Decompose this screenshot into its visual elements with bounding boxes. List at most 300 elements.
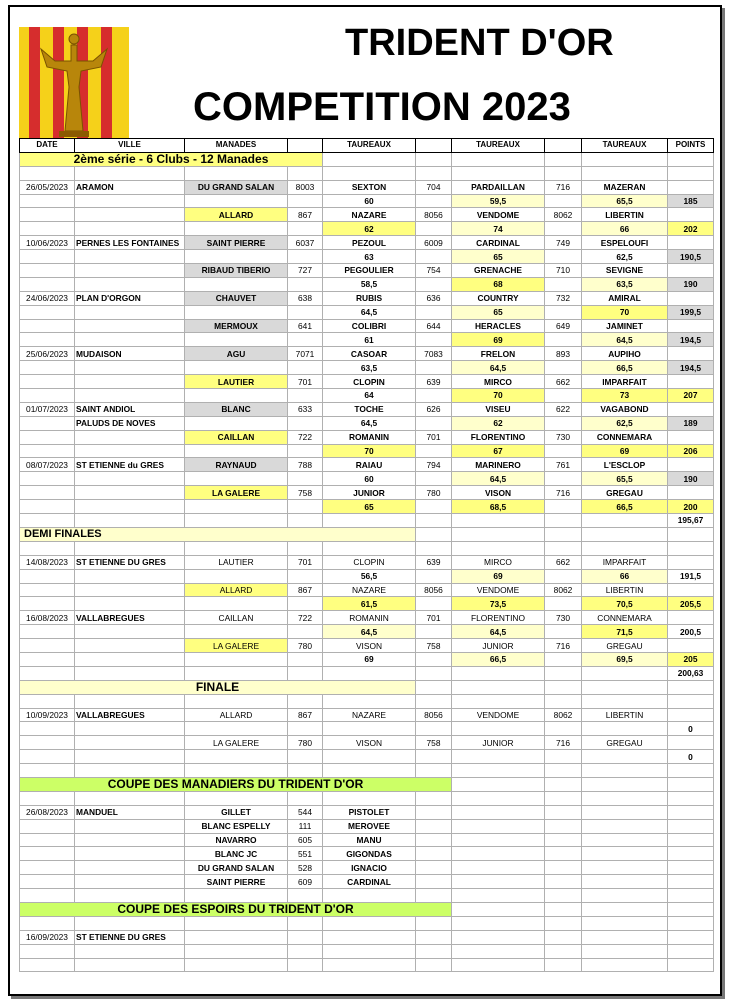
table-cell bbox=[75, 750, 185, 764]
table-cell bbox=[545, 652, 582, 666]
table-cell bbox=[323, 514, 416, 528]
table-cell bbox=[75, 666, 185, 680]
bull-number: 639 bbox=[416, 555, 452, 569]
table-cell bbox=[75, 861, 185, 875]
demi-average: 200,63 bbox=[668, 666, 714, 680]
match-date: 26/05/2023 bbox=[20, 180, 75, 194]
empty-cell bbox=[452, 889, 545, 903]
table-cell bbox=[20, 222, 75, 236]
empty-cell bbox=[452, 152, 545, 166]
bull-name: JUNIOR bbox=[452, 639, 545, 653]
points: 194,5 bbox=[668, 333, 714, 347]
bull-name: VISON bbox=[452, 486, 545, 500]
bull-number: 8056 bbox=[416, 708, 452, 722]
table-cell bbox=[582, 750, 668, 764]
bull-number: 111 bbox=[288, 819, 323, 833]
table-row bbox=[20, 819, 714, 833]
empty-cell bbox=[416, 764, 452, 778]
bull-name: NAZARE bbox=[323, 208, 416, 222]
bull-number: 551 bbox=[288, 847, 323, 861]
match-date: 16/09/2023 bbox=[20, 930, 75, 944]
table-row bbox=[20, 416, 714, 430]
table-cell bbox=[185, 500, 288, 514]
table-row bbox=[20, 514, 714, 528]
empty-cell bbox=[185, 166, 288, 180]
manade-name: ALLARD bbox=[185, 708, 288, 722]
bull-number: 867 bbox=[288, 208, 323, 222]
bull-number: 662 bbox=[545, 555, 582, 569]
table-row bbox=[20, 222, 714, 236]
section-finale: FINALE bbox=[20, 680, 416, 694]
table-cell bbox=[668, 639, 714, 653]
bull-number: 758 bbox=[416, 736, 452, 750]
table-cell bbox=[75, 472, 185, 486]
empty-cell bbox=[668, 889, 714, 903]
score: 64,5 bbox=[582, 333, 668, 347]
bull-number: 730 bbox=[545, 611, 582, 625]
table-row bbox=[20, 458, 714, 472]
table-row bbox=[20, 500, 714, 514]
points: 0 bbox=[668, 722, 714, 736]
bull-number: 8062 bbox=[545, 708, 582, 722]
manade-name: SAINT PIERRE bbox=[185, 236, 288, 250]
bull-name: LIBERTIN bbox=[582, 708, 668, 722]
table-cell bbox=[75, 639, 185, 653]
match-date: 16/08/2023 bbox=[20, 611, 75, 625]
score: 73 bbox=[582, 389, 668, 403]
table-row bbox=[20, 347, 714, 361]
match-ville: ST ETIENNE du GRES bbox=[75, 458, 185, 472]
bull-name: VENDOME bbox=[452, 208, 545, 222]
table-row bbox=[20, 236, 714, 250]
table-row bbox=[20, 333, 714, 347]
empty-cell bbox=[582, 847, 668, 861]
bull-name: CASOAR bbox=[323, 347, 416, 361]
manade-name: LAUTIER bbox=[185, 375, 288, 389]
score: 60 bbox=[323, 472, 416, 486]
table-cell bbox=[545, 722, 582, 736]
empty-cell bbox=[416, 527, 452, 541]
score: 62 bbox=[323, 222, 416, 236]
table-cell bbox=[75, 833, 185, 847]
table-row bbox=[20, 555, 714, 569]
title-competition: COMPETITION 2023 bbox=[193, 85, 571, 129]
manade-name: MERMOUX bbox=[185, 319, 288, 333]
bull-number: 867 bbox=[288, 708, 323, 722]
empty-cell bbox=[545, 527, 582, 541]
header-points: POINTS bbox=[668, 139, 714, 153]
table-cell bbox=[416, 194, 452, 208]
empty-cell bbox=[452, 777, 545, 791]
score: 60 bbox=[323, 194, 416, 208]
empty-cell bbox=[20, 889, 75, 903]
empty-cell bbox=[185, 791, 288, 805]
table-cell bbox=[452, 722, 545, 736]
table-cell bbox=[75, 375, 185, 389]
table-cell bbox=[20, 361, 75, 375]
bull-number: 633 bbox=[288, 402, 323, 416]
points: 199,5 bbox=[668, 305, 714, 319]
bull-name: MIRCO bbox=[452, 375, 545, 389]
score: 68,5 bbox=[452, 500, 545, 514]
empty-cell bbox=[582, 166, 668, 180]
match-ville: ST ETIENNE DU GRES bbox=[75, 555, 185, 569]
empty-cell bbox=[75, 958, 185, 972]
score: 66,5 bbox=[582, 500, 668, 514]
empty-cell bbox=[323, 152, 416, 166]
bull-name: ESPELOUFI bbox=[582, 236, 668, 250]
bull-name: CARDINAL bbox=[323, 875, 416, 889]
table-cell bbox=[668, 180, 714, 194]
bull-number: 6037 bbox=[288, 236, 323, 250]
score: 62,5 bbox=[582, 416, 668, 430]
table-cell bbox=[20, 500, 75, 514]
table-cell bbox=[20, 250, 75, 264]
empty-cell bbox=[416, 541, 452, 555]
table-cell bbox=[668, 583, 714, 597]
table-cell bbox=[545, 333, 582, 347]
empty-cell bbox=[288, 541, 323, 555]
table-cell bbox=[185, 222, 288, 236]
empty-cell bbox=[416, 680, 452, 694]
match-date: 08/07/2023 bbox=[20, 458, 75, 472]
table-cell bbox=[545, 250, 582, 264]
score: 64,5 bbox=[323, 625, 416, 639]
table-cell bbox=[75, 819, 185, 833]
bull-name: MIRCO bbox=[452, 555, 545, 569]
manade-name: CAILLAN bbox=[185, 611, 288, 625]
table-row bbox=[20, 486, 714, 500]
manade-name: ALLARD bbox=[185, 583, 288, 597]
empty-cell bbox=[416, 930, 452, 944]
table-row bbox=[20, 472, 714, 486]
points: 191,5 bbox=[668, 569, 714, 583]
empty-cell bbox=[668, 791, 714, 805]
manade-name: CAILLAN bbox=[185, 430, 288, 444]
match-ville: MANDUEL bbox=[75, 805, 185, 819]
score: 65,5 bbox=[582, 194, 668, 208]
table-row bbox=[20, 166, 714, 180]
match-ville: PLAN D'ORGON bbox=[75, 291, 185, 305]
score: 64,5 bbox=[323, 416, 416, 430]
table-cell bbox=[20, 514, 75, 528]
manade-name: CHAUVET bbox=[185, 291, 288, 305]
empty-cell bbox=[20, 916, 75, 930]
match-ville: VALLABREGUES bbox=[75, 611, 185, 625]
table-cell bbox=[545, 569, 582, 583]
table-cell bbox=[416, 305, 452, 319]
empty-cell bbox=[668, 847, 714, 861]
table-cell bbox=[545, 361, 582, 375]
table-cell bbox=[668, 430, 714, 444]
points: 190 bbox=[668, 277, 714, 291]
table-cell bbox=[288, 416, 323, 430]
bull-number: 704 bbox=[416, 180, 452, 194]
empty-cell bbox=[452, 527, 545, 541]
manade-name: GILLET bbox=[185, 805, 288, 819]
bull-number: 730 bbox=[545, 430, 582, 444]
bull-name: FRELON bbox=[452, 347, 545, 361]
table-cell bbox=[20, 819, 75, 833]
empty-cell bbox=[75, 916, 185, 930]
table-cell bbox=[75, 514, 185, 528]
empty-cell bbox=[545, 764, 582, 778]
table-cell bbox=[288, 361, 323, 375]
empty-cell bbox=[668, 902, 714, 916]
empty-cell bbox=[545, 777, 582, 791]
empty-cell bbox=[582, 764, 668, 778]
score: 59,5 bbox=[452, 194, 545, 208]
empty-cell bbox=[452, 819, 545, 833]
table-row bbox=[20, 389, 714, 403]
empty-cell bbox=[288, 958, 323, 972]
table-cell bbox=[75, 569, 185, 583]
bull-number: 8062 bbox=[545, 583, 582, 597]
match-ville: MUDAISON bbox=[75, 347, 185, 361]
bull-name: PARDAILLAN bbox=[452, 180, 545, 194]
bull-name: GRENACHE bbox=[452, 264, 545, 278]
table-row bbox=[20, 361, 714, 375]
empty-cell bbox=[20, 958, 75, 972]
bull-number: 780 bbox=[288, 736, 323, 750]
empty-cell bbox=[452, 861, 545, 875]
bull-name: CONNEMARA bbox=[582, 611, 668, 625]
empty-cell bbox=[545, 861, 582, 875]
bull-name: ROMANIN bbox=[323, 430, 416, 444]
score: 65 bbox=[452, 250, 545, 264]
table-cell bbox=[416, 569, 452, 583]
table-cell bbox=[185, 416, 288, 430]
points: 205,5 bbox=[668, 597, 714, 611]
table-cell bbox=[20, 569, 75, 583]
bull-name: MEROVEE bbox=[323, 819, 416, 833]
table-cell bbox=[20, 389, 75, 403]
table-cell bbox=[668, 611, 714, 625]
bull-number: 716 bbox=[545, 736, 582, 750]
empty-cell bbox=[668, 694, 714, 708]
empty-cell bbox=[452, 166, 545, 180]
score: 65 bbox=[452, 305, 545, 319]
empty-cell bbox=[545, 833, 582, 847]
empty-cell bbox=[288, 166, 323, 180]
score: 70,5 bbox=[582, 597, 668, 611]
table-row bbox=[20, 666, 714, 680]
table-cell bbox=[545, 472, 582, 486]
table-cell bbox=[20, 333, 75, 347]
score: 69 bbox=[452, 333, 545, 347]
table-cell bbox=[288, 305, 323, 319]
table-cell bbox=[582, 666, 668, 680]
table-cell bbox=[416, 389, 452, 403]
score: 65,5 bbox=[582, 472, 668, 486]
bull-name: CARDINAL bbox=[452, 236, 545, 250]
score: 64 bbox=[323, 389, 416, 403]
bull-name: AMIRAL bbox=[582, 291, 668, 305]
score: 62,5 bbox=[582, 250, 668, 264]
table-cell bbox=[20, 430, 75, 444]
table-cell bbox=[185, 361, 288, 375]
bull-name: VENDOME bbox=[452, 583, 545, 597]
table-cell bbox=[75, 722, 185, 736]
table-cell bbox=[545, 194, 582, 208]
empty-cell bbox=[545, 541, 582, 555]
bull-number: 644 bbox=[416, 319, 452, 333]
empty-cell bbox=[452, 791, 545, 805]
header-taureaux: TAUREAUX bbox=[452, 139, 545, 153]
table-cell bbox=[20, 375, 75, 389]
empty-cell bbox=[416, 875, 452, 889]
manade-name: BLANC JC bbox=[185, 847, 288, 861]
empty-cell bbox=[668, 680, 714, 694]
empty-cell bbox=[545, 694, 582, 708]
score: 66,5 bbox=[452, 652, 545, 666]
points: 189 bbox=[668, 416, 714, 430]
empty-cell bbox=[416, 166, 452, 180]
table-row bbox=[20, 597, 714, 611]
score: 63,5 bbox=[323, 361, 416, 375]
score: 56,5 bbox=[323, 569, 416, 583]
manade-name: BLANC bbox=[185, 402, 288, 416]
empty-cell bbox=[416, 791, 452, 805]
bull-name: PEZOUL bbox=[323, 236, 416, 250]
table-row bbox=[20, 736, 714, 750]
empty-cell bbox=[668, 833, 714, 847]
empty-cell bbox=[75, 791, 185, 805]
match-date: 14/08/2023 bbox=[20, 555, 75, 569]
match-ville: VALLABREGUES bbox=[75, 708, 185, 722]
manade-name: AGU bbox=[185, 347, 288, 361]
empty-cell bbox=[323, 889, 416, 903]
empty-cell bbox=[75, 166, 185, 180]
header-manades: MANADES bbox=[185, 139, 288, 153]
points: 207 bbox=[668, 389, 714, 403]
table-cell bbox=[288, 750, 323, 764]
empty-cell bbox=[20, 944, 75, 958]
header-taureaux: TAUREAUX bbox=[323, 139, 416, 153]
table-cell bbox=[288, 625, 323, 639]
table-cell bbox=[75, 625, 185, 639]
points: 202 bbox=[668, 222, 714, 236]
table-cell bbox=[288, 222, 323, 236]
table-cell bbox=[545, 305, 582, 319]
table-cell bbox=[20, 652, 75, 666]
table-cell bbox=[288, 569, 323, 583]
bull-number: 7071 bbox=[288, 347, 323, 361]
empty-cell bbox=[668, 527, 714, 541]
table-row bbox=[20, 208, 714, 222]
bull-number: 727 bbox=[288, 264, 323, 278]
score: 66,5 bbox=[582, 361, 668, 375]
table-cell bbox=[185, 333, 288, 347]
bull-number: 754 bbox=[416, 264, 452, 278]
table-cell bbox=[288, 194, 323, 208]
bull-number: 622 bbox=[545, 402, 582, 416]
bull-number: 758 bbox=[288, 486, 323, 500]
empty-cell bbox=[452, 902, 545, 916]
empty-cell bbox=[582, 944, 668, 958]
table-row bbox=[20, 861, 714, 875]
points: 0 bbox=[668, 750, 714, 764]
empty-cell bbox=[582, 861, 668, 875]
empty-cell bbox=[545, 805, 582, 819]
table-cell bbox=[20, 750, 75, 764]
manade-name: RAYNAUD bbox=[185, 458, 288, 472]
table-row bbox=[20, 569, 714, 583]
bull-name: PEGOULIER bbox=[323, 264, 416, 278]
table-cell bbox=[20, 208, 75, 222]
table-cell bbox=[20, 666, 75, 680]
table-row bbox=[20, 277, 714, 291]
bull-number: 716 bbox=[545, 180, 582, 194]
table-cell bbox=[288, 722, 323, 736]
bull-name: LIBERTIN bbox=[582, 208, 668, 222]
table-cell bbox=[20, 625, 75, 639]
bull-number: 722 bbox=[288, 430, 323, 444]
table-cell bbox=[416, 652, 452, 666]
table-cell bbox=[288, 597, 323, 611]
table-cell bbox=[416, 666, 452, 680]
table-row bbox=[20, 916, 714, 930]
table-cell bbox=[185, 750, 288, 764]
table-row bbox=[20, 847, 714, 861]
bull-number: 732 bbox=[545, 291, 582, 305]
empty-cell bbox=[288, 930, 323, 944]
empty-cell bbox=[668, 861, 714, 875]
empty-cell bbox=[452, 875, 545, 889]
score: 69 bbox=[452, 569, 545, 583]
table-cell bbox=[75, 361, 185, 375]
bull-name: IMPARFAIT bbox=[582, 555, 668, 569]
empty-cell bbox=[545, 819, 582, 833]
table-cell bbox=[75, 444, 185, 458]
table-row bbox=[20, 291, 714, 305]
score: 74 bbox=[452, 222, 545, 236]
points: 185 bbox=[668, 194, 714, 208]
table-row bbox=[20, 958, 714, 972]
empty-cell bbox=[416, 805, 452, 819]
table-cell bbox=[20, 277, 75, 291]
bull-name: JAMINET bbox=[582, 319, 668, 333]
table-row bbox=[20, 611, 714, 625]
table-cell bbox=[323, 666, 416, 680]
table-row bbox=[20, 764, 714, 778]
bull-name: SEVIGNE bbox=[582, 264, 668, 278]
section-coupe-espoirs: COUPE DES ESPOIRS DU TRIDENT D'OR bbox=[20, 902, 452, 916]
empty-cell bbox=[668, 875, 714, 889]
bull-name: FLORENTINO bbox=[452, 611, 545, 625]
bull-name: CONNEMARA bbox=[582, 430, 668, 444]
bull-number: 528 bbox=[288, 861, 323, 875]
match-date: 10/09/2023 bbox=[20, 708, 75, 722]
competition-table bbox=[19, 138, 714, 972]
table-row bbox=[20, 444, 714, 458]
table-cell bbox=[582, 514, 668, 528]
bull-name: VISON bbox=[323, 736, 416, 750]
table-cell bbox=[185, 652, 288, 666]
bull-number: 626 bbox=[416, 402, 452, 416]
match-ville: PERNES LES FONTAINES bbox=[75, 236, 185, 250]
empty-cell bbox=[545, 944, 582, 958]
table-cell bbox=[185, 389, 288, 403]
empty-cell bbox=[452, 847, 545, 861]
empty-cell bbox=[323, 166, 416, 180]
table-cell bbox=[20, 833, 75, 847]
table-cell bbox=[545, 139, 582, 153]
points: 194,5 bbox=[668, 361, 714, 375]
section-demi: DEMI FINALES bbox=[20, 527, 416, 541]
table-cell bbox=[545, 277, 582, 291]
manade-name: LA GALERE bbox=[185, 486, 288, 500]
